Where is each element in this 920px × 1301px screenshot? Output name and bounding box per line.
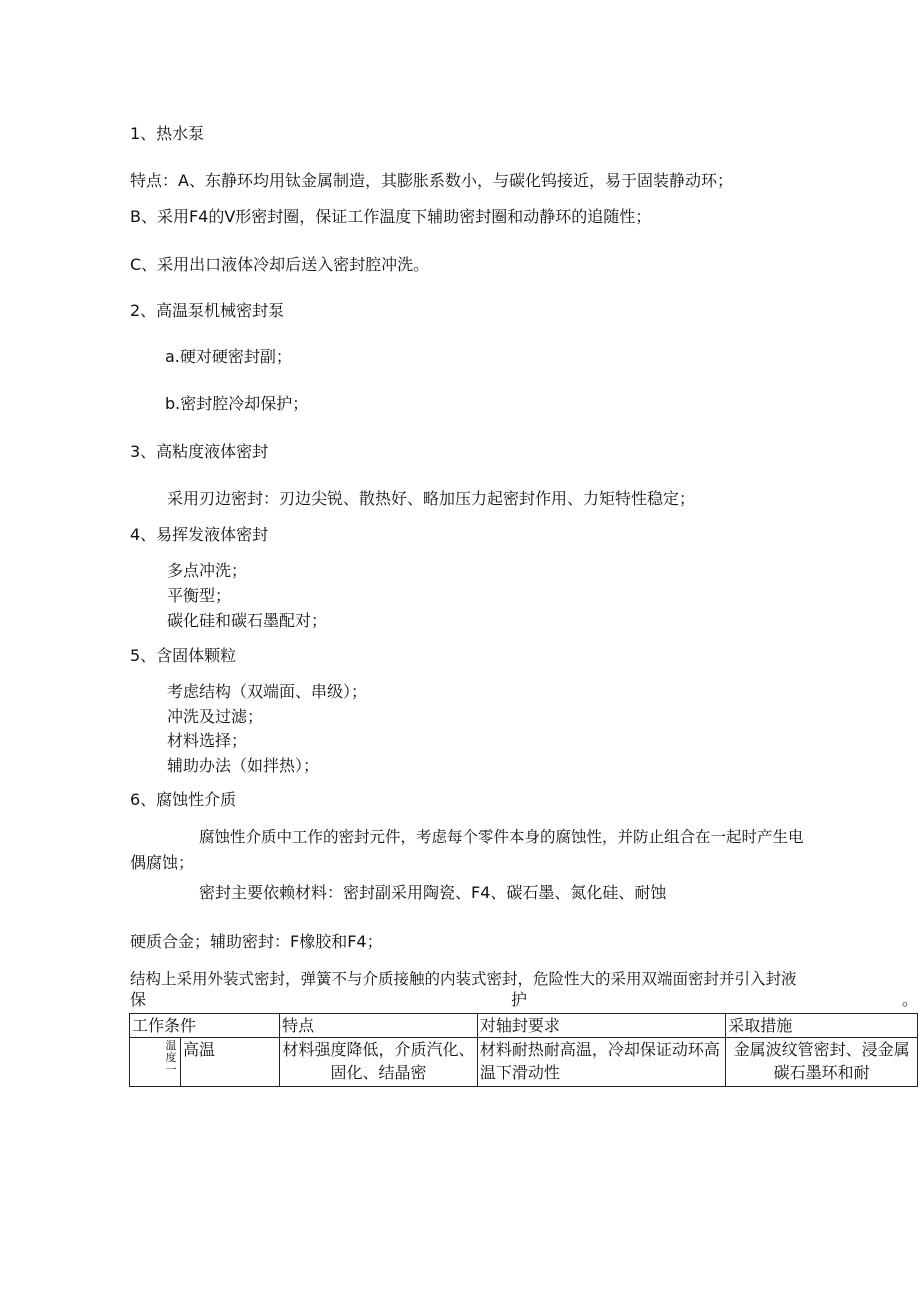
section-5-item-b: 冲洗及过滤； <box>167 707 264 726</box>
section-6-para-5-middle: 护 <box>511 990 528 1009</box>
section-6-para-1-line-2: 偶腐蚀； <box>130 853 195 872</box>
section-3-title: 3、高粘度液体密封 <box>130 442 269 461</box>
section-4-title: 4、易挥发液体密封 <box>130 525 269 544</box>
header-cell-feature: 特点 <box>280 1014 478 1038</box>
section-5-item-d: 辅助办法（如拌热）； <box>167 756 320 775</box>
section-5-item-a: 考虑结构（双端面、串级）； <box>167 682 368 701</box>
section-6-para-4: 结构上采用外装式密封，弹簧不与介质接触的内装式密封，危险性大的采用双端面密封并引入封液 <box>130 970 797 988</box>
section-5-title: 5、含固体颗粒 <box>130 646 237 665</box>
measure-cell: 金属波纹管密封、浸金属碳石墨环和耐 <box>726 1038 918 1087</box>
section-1-point-c: C、采用出口液体冷却后送入密封腔冲洗。 <box>130 255 430 274</box>
section-6-para-5-end: 。 <box>902 990 919 1009</box>
condition-cell <box>130 1038 280 1087</box>
section-1-point-a: 特点：A、东静环均用钛金属制造，其膨胀系数小，与碳化钨接近，易于固装静动环； <box>130 171 733 190</box>
section-6-para-2: 密封主要依赖材料：密封副采用陶瓷、F4、碳石墨、氮化硅、耐蚀 <box>199 883 667 902</box>
header-cell-requirement: 对轴封要求 <box>477 1014 725 1038</box>
section-2-point-a: a.硬对硬密封副； <box>165 347 292 366</box>
conditions-table <box>129 1013 918 1087</box>
table-header-row <box>130 1014 918 1038</box>
section-5-item-c: 材料选择； <box>167 731 248 750</box>
section-4-item-b: 平衡型； <box>167 586 232 605</box>
section-1-title: 1、热水泵 <box>130 124 205 143</box>
header-cell-measure: 采取措施 <box>726 1014 918 1038</box>
section-2-point-b: b.密封腔冷却保护； <box>165 394 309 413</box>
table-row <box>130 1038 918 1087</box>
section-6-para-1-line-1: 腐蚀性介质中工作的密封元件，考虑每个零件本身的腐蚀性，并防止组合在一起时产生电 <box>199 828 804 846</box>
condition-main-label: 温度一 <box>165 1039 177 1076</box>
header-cell-condition: 工作条件 <box>130 1014 280 1038</box>
section-6-para-5-start: 保 <box>130 990 147 1009</box>
section-4-item-c: 碳化硅和碳石墨配对； <box>167 611 328 630</box>
section-6-para-3: 硬质合金；辅助密封：F橡胶和F4； <box>130 932 383 951</box>
section-6-title: 6、腐蚀性介质 <box>130 790 237 809</box>
section-4-item-a: 多点冲洗； <box>167 561 248 580</box>
section-2-title: 2、高温泵机械密封泵 <box>130 301 285 320</box>
section-1-point-b: B、采用F4的V形密封圈，保证工作温度下辅助密封圈和动静环的追随性； <box>130 207 652 226</box>
condition-sub-label: 高温 <box>180 1038 279 1086</box>
requirement-cell: 材料耐热耐高温，冷却保证动环高温下滑动性 <box>477 1038 725 1087</box>
feature-cell: 材料强度降低，介质汽化、固化、结晶密 <box>280 1038 478 1087</box>
section-3-point-a: 采用刃边密封：刃边尖锐、散热好、略加压力起密封作用、力矩特性稳定； <box>167 489 696 508</box>
